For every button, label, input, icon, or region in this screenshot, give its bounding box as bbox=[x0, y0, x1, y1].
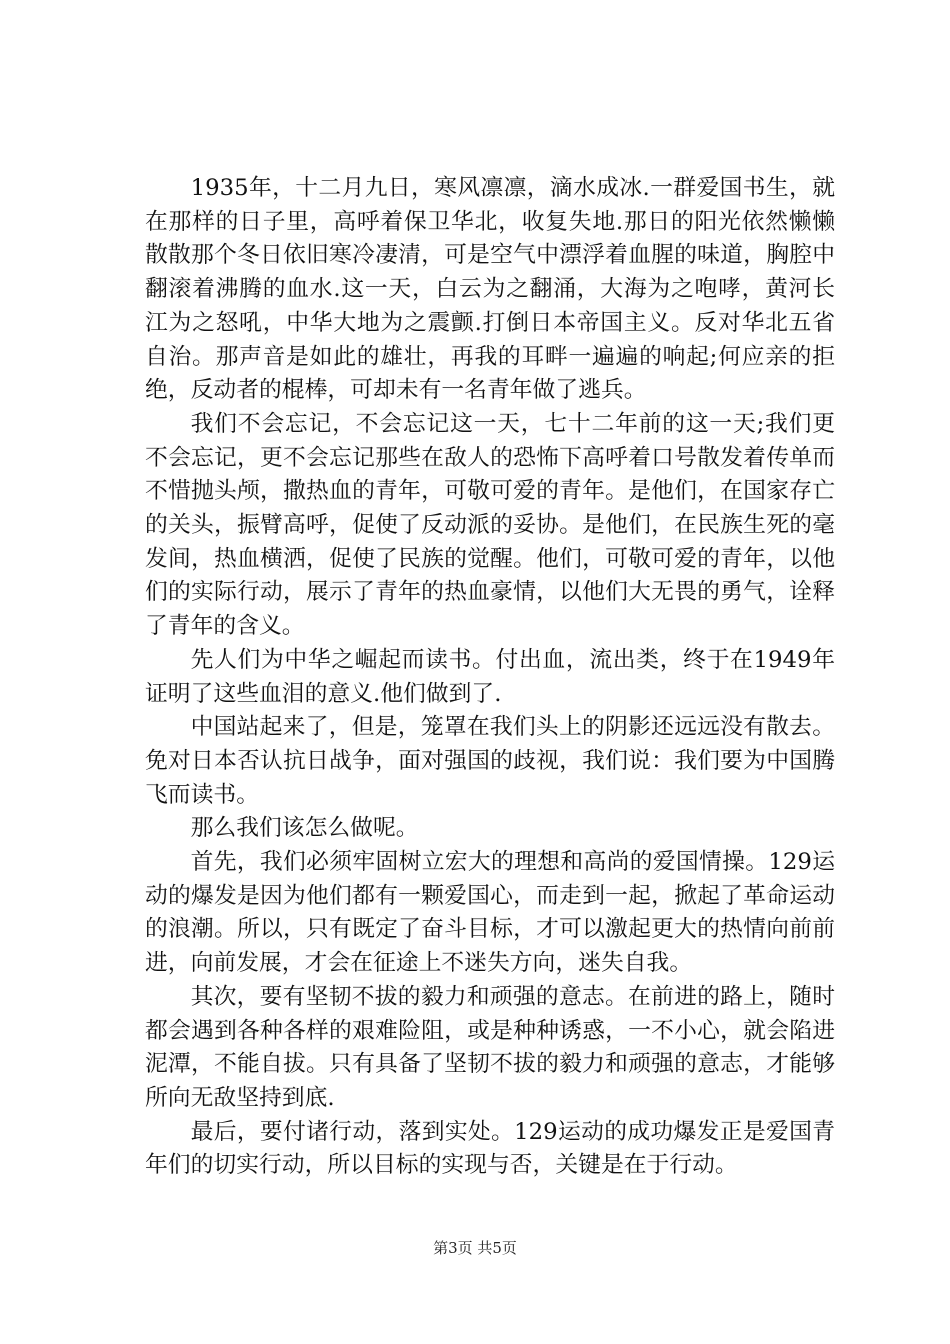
paragraph: 中国站起来了，但是，笼罩在我们头上的阴影还远远没有散去。免对日本否认抗日战争，面对强国的歧视，我们说：我们要为中国腾飞而读书。 bbox=[145, 714, 835, 808]
paragraph: 先人们为中华之崛起而读书。付出血，流出类，终于在1949年证明了这些血泪的意义.他们做到了. bbox=[145, 646, 835, 707]
paragraph: 1935年，十二月九日，寒风凛凛，滴水成冰.一群爱国书生，就在那样的日子里，高呼着保卫华北，收复失地.那日的阳光依然懒懒散散那个冬日依旧寒冷凄清，可是空气中漂浮着血腥的味道，胸腔中翻滚着沸腾的血水.这一天，白云为之翻涌，大海为之咆哮，黄河长江为之怒吼，中华大地为之震颤.打倒日本帝国主义。反对华北五省自治。那声音是如此的雄壮，再我的耳畔一遍遍的响起;何应亲的拒绝，反动者的棍棒，可却未有一名青年做了逃兵。 bbox=[145, 175, 835, 404]
paragraph: 最后，要付诸行动，落到实处。129运动的成功爆发正是爱国青年们的切实行动，所以目标的实现与否，关键是在于行动。 bbox=[145, 1118, 835, 1179]
paragraph: 那么我们该怎么做呢。 bbox=[190, 815, 419, 842]
paragraph: 我们不会忘记，不会忘记这一天，七十二年前的这一天;我们更不会忘记，更不会忘记那些在敌人的恐怖下高呼着口号散发着传单而不惜抛头颅，撒热血的青年，可敬可爱的青年。是他们，在国家存亡的关头，振臂高呼，促使了反动派的妥协。是他们，在民族生死的毫发间，热血横洒，促使了民族的觉醒。他们，可敬可爱的青年，以他们的实际行动，展示了青年的热血豪情，以他们大无畏的勇气，诠释了青年的含义。 bbox=[145, 410, 835, 640]
paragraph: 其次，要有坚韧不拔的毅力和顽强的意志。在前进的路上，随时都会遇到各种各样的艰难险阻，或是种种诱惑，一不小心，就会陷进泥潭，不能自拔。只有具备了坚韧不拔的毅力和顽强的意志，才能够所向无敌坚持到底. bbox=[145, 983, 835, 1111]
page-footer: 第3页 共5页 bbox=[433, 1239, 517, 1257]
paragraph: 首先，我们必须牢固树立宏大的理想和高尚的爱国情操。129运动的爆发是因为他们都有一颗爱国心，而走到一起，掀起了革命运动的浪潮。所以，只有既定了奋斗目标，才可以激起更大的热情向前前进，向前发展，才会在征途上不迷失方向，迷失自我。 bbox=[145, 849, 835, 977]
body-text bbox=[145, 172, 835, 1183]
